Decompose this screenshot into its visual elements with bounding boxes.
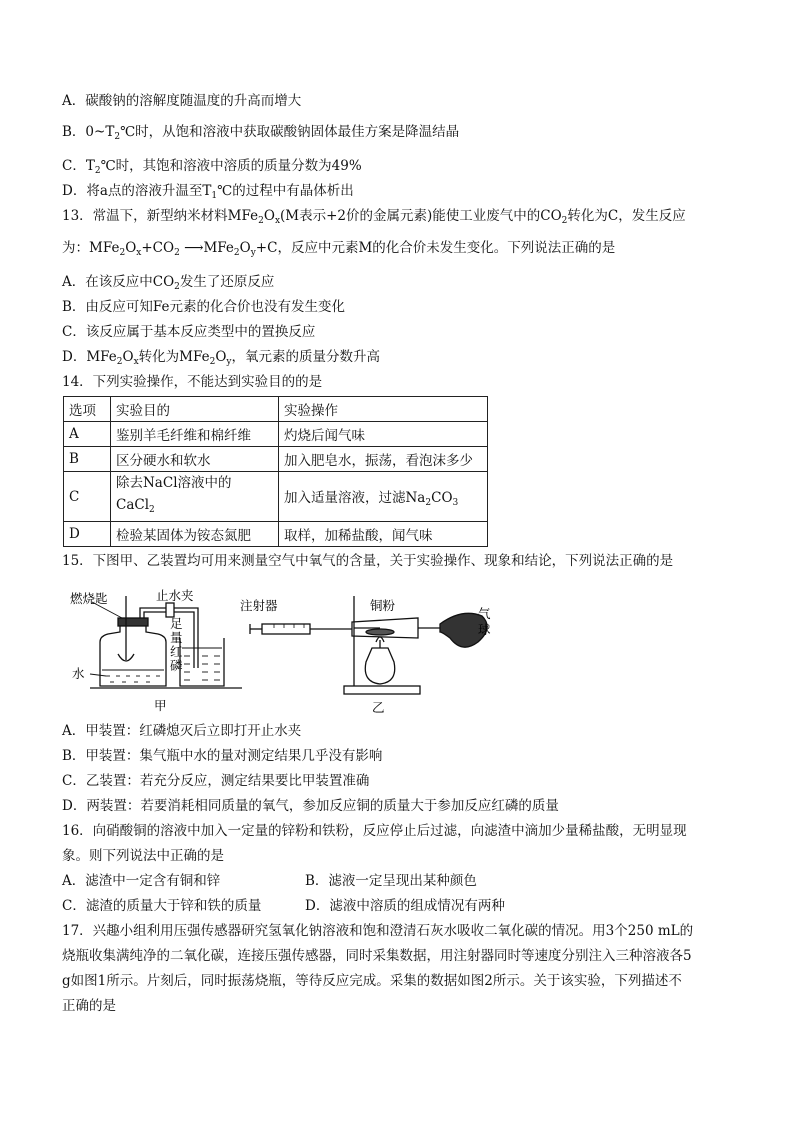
q16-option-c: C．滤渣的质量大于锌和铁的质量 bbox=[62, 898, 262, 914]
table-cell-goal: 检验某固体为铵态氮肥 bbox=[111, 522, 279, 547]
label-spoon: 燃烧匙 bbox=[70, 591, 108, 606]
table-cell-option: D bbox=[64, 522, 111, 547]
table-cell-option: C bbox=[64, 472, 111, 522]
table-header-cell: 实验目的 bbox=[111, 397, 279, 422]
table-cell-operation: 灼烧后闻气味 bbox=[279, 422, 488, 447]
q16-option-d: D．滤液中溶质的组成情况有两种 bbox=[305, 898, 505, 914]
q13-option-a: A．在该反应中$CO_2$发生了还原反应 bbox=[62, 274, 275, 292]
label-copper: 铜粉 bbox=[370, 598, 396, 613]
table-cell-operation: 加入肥皂水，振荡，看泡沫多少 bbox=[279, 447, 488, 472]
q16-option-b: B．滤液一定呈现出某种颜色 bbox=[305, 873, 477, 889]
label-balloon-2: 球 bbox=[478, 622, 491, 637]
label-phosphorus-4: 磷 bbox=[170, 658, 183, 673]
q12-option-c: C．$T_2℃$时，其饱和溶液中溶质的质量分数为49% bbox=[62, 158, 362, 176]
q13-stem-line2: 为：$MFe_2O_x+CO_2$ $⟶MFe_2O_y+C$，反应中元素M的化合价未发生变化。下列说法正确的是 bbox=[62, 240, 616, 258]
table-row bbox=[64, 422, 488, 447]
table-cell-goal: 区分硬水和软水 bbox=[111, 447, 279, 472]
table-header-cell: 选项 bbox=[64, 397, 111, 422]
table-row bbox=[64, 522, 488, 547]
q16-stem-line1: 16．向硝酸铜的溶液中加入一定量的锌粉和铁粉，反应停止后过滤，向滤渣中滴加少量稀盐酸，无明显现 bbox=[62, 823, 687, 839]
label-syringe: 注射器 bbox=[240, 598, 278, 613]
q15-option-a: A．甲装置：红磷熄灭后立即打开止水夹 bbox=[62, 723, 302, 739]
q17-stem-line4: 正确的是 bbox=[62, 998, 116, 1014]
label-phosphorus-3: 红 bbox=[170, 644, 183, 659]
apparatus-yi bbox=[250, 596, 487, 694]
label-phosphorus-2: 量 bbox=[170, 630, 183, 645]
table-header-row bbox=[64, 397, 488, 422]
table-header-cell: 实验操作 bbox=[279, 397, 488, 422]
q17-stem-line1: 17．兴趣小组利用压强传感器研究氢氧化钠溶液和饱和澄清石灰水吸收二氧化碳的情况。用3个250 mL的 bbox=[62, 923, 694, 939]
table-row bbox=[64, 472, 488, 522]
apparatus-jia bbox=[90, 596, 242, 688]
q12-option-b: B．$0\sim T_2℃$时，从饱和溶液中获取碳酸钠固体最佳方案是降温结晶 bbox=[62, 124, 460, 142]
table-cell-goal: 鉴别羊毛纤维和棉纤维 bbox=[111, 422, 279, 447]
q16-stem-line2: 象。则下列说法中正确的是 bbox=[62, 848, 224, 864]
table-cell-operation: 取样，加稀盐酸，闻气味 bbox=[279, 522, 488, 547]
q12-option-a: A．碳酸钠的溶解度随温度的升高而增大 bbox=[62, 93, 302, 109]
q15-option-b: B．甲装置：集气瓶中水的量对测定结果几乎没有影响 bbox=[62, 748, 383, 764]
table-cell-operation: 加入适量溶液，过滤$Na_2CO_3$ bbox=[279, 472, 488, 522]
q17-stem-line3: g如图1所示。片刻后，同时振荡烧瓶，等待反应完成。采集的数据如图2所示。关于该实验，下列描述不 bbox=[62, 973, 682, 989]
q13-option-d: D．$MFe_2O_x$转化为$MFe_2O_y$，氧元素的质量分数升高 bbox=[62, 349, 381, 367]
q13-option-c: C．该反应属于基本反应类型中的置换反应 bbox=[62, 324, 316, 340]
label-water: 水 bbox=[72, 666, 85, 681]
label-yi: 乙 bbox=[372, 700, 385, 715]
label-phosphorus-1: 足 bbox=[170, 616, 183, 631]
q15-apparatus-figure bbox=[62, 588, 498, 716]
q14-table bbox=[63, 396, 488, 547]
label-clamp: 止水夹 bbox=[156, 588, 194, 603]
q17-stem-line2: 烧瓶收集满纯净的二氧化碳，连接压强传感器，同时采集数据，用注射器同时等速度分别注入三种溶液各5 bbox=[62, 948, 692, 964]
table-cell-option: B bbox=[64, 447, 111, 472]
table-row bbox=[64, 447, 488, 472]
table-cell-option: A bbox=[64, 422, 111, 447]
label-jia: 甲 bbox=[154, 698, 167, 713]
q15-option-c: C．乙装置：若充分反应，测定结果要比甲装置准确 bbox=[62, 773, 370, 789]
q16-option-a: A．滤渣中一定含有铜和锌 bbox=[62, 873, 221, 889]
q13-option-b: B．由反应可知Fe元素的化合价也没有发生变化 bbox=[62, 299, 346, 315]
q14-stem: 14．下列实验操作，不能达到实验目的的是 bbox=[62, 374, 323, 390]
label-balloon-1: 气 bbox=[478, 606, 491, 621]
q12-option-d: D．将a点的溶液升温至$T_1℃$的过程中有晶体析出 bbox=[62, 183, 354, 201]
q15-stem: 15．下图甲、乙装置均可用来测量空气中氧气的含量，关于实验操作、现象和结论，下列说法正确的是 bbox=[62, 553, 674, 569]
q13-stem-line1: 13．常温下，新型纳米材料$MFe_2O_x(M$表示+2价的金属元素)能使工业废气中的$CO_2$转化为C，发生反应 bbox=[62, 208, 686, 226]
table-cell-goal: 除去NaCl溶液中的 CaCl$_2$ bbox=[111, 472, 279, 522]
q15-option-d: D．两装置：若要消耗相同质量的氧气，参加反应铜的质量大于参加反应红磷的质量 bbox=[62, 798, 559, 814]
